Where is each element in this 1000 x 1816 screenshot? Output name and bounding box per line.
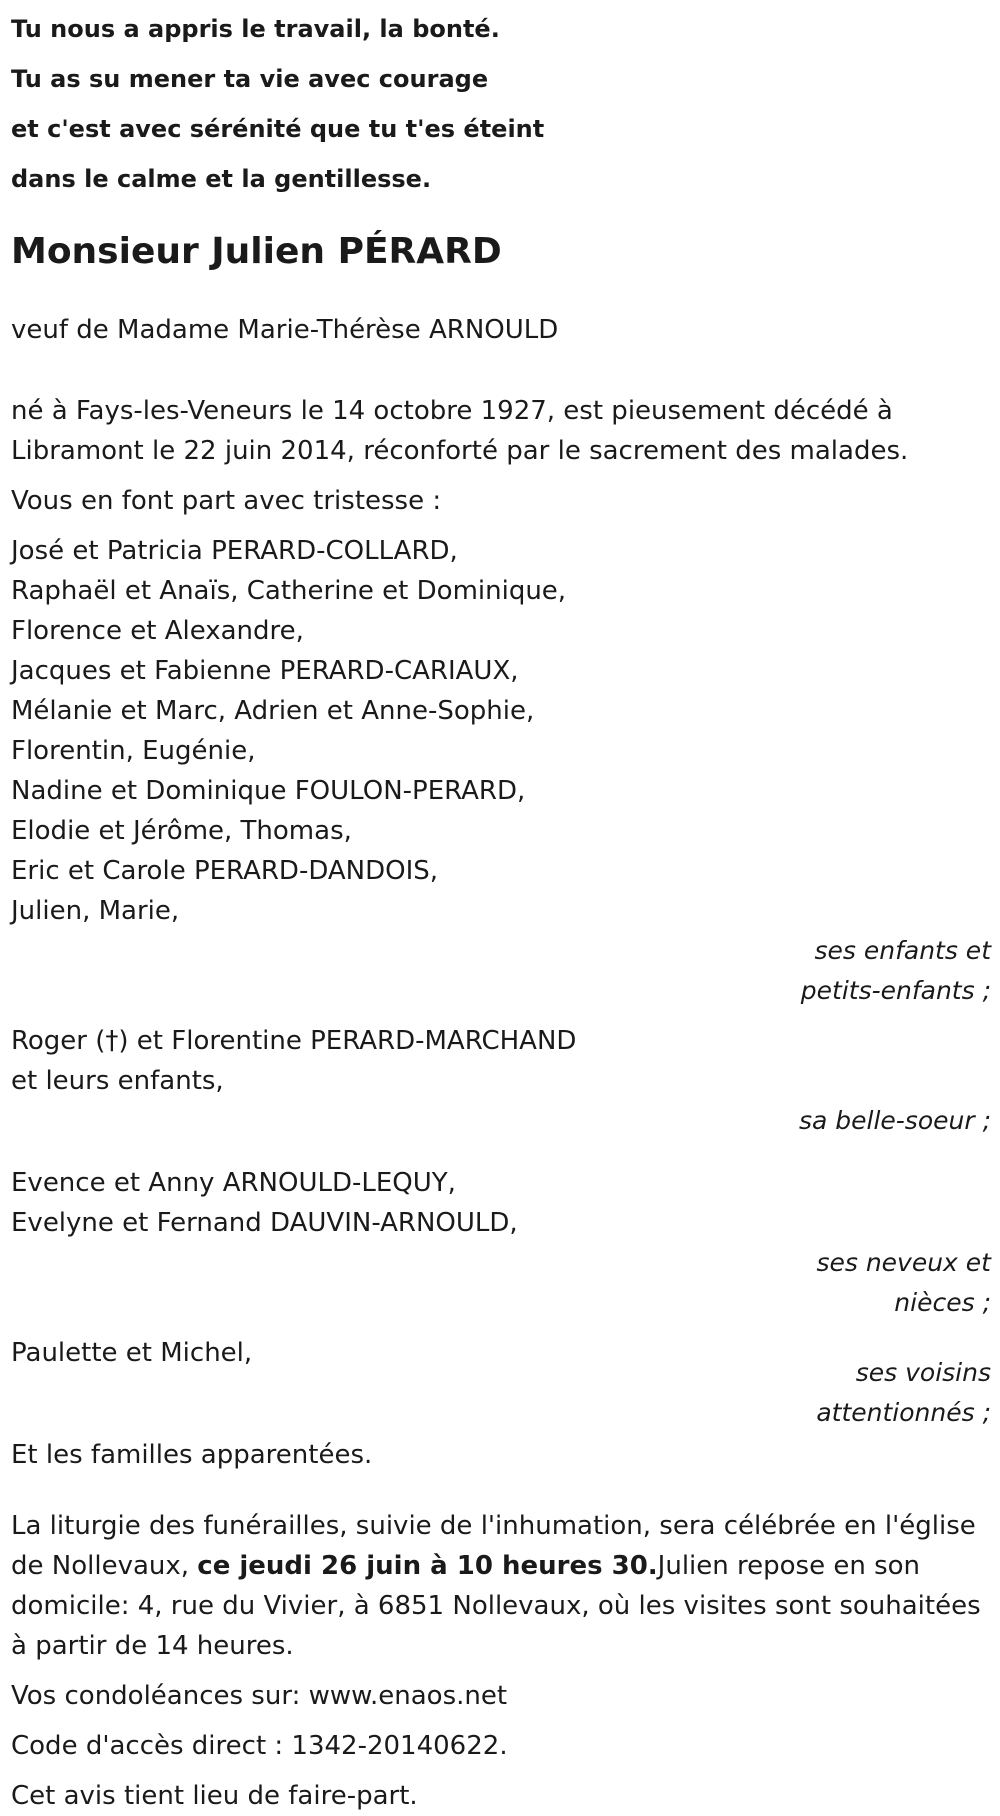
family-line: Evence et Anny ARNOULD-LEQUY, bbox=[11, 1168, 456, 1198]
announcement: Vous en font part avec tristesse : bbox=[11, 486, 442, 516]
family-line: Nadine et Dominique FOULON-PERARD, bbox=[11, 776, 526, 806]
family-line: Elodie et Jérôme, Thomas, bbox=[11, 816, 352, 846]
neighbours-group bbox=[11, 1333, 991, 1433]
sister-in-law-group bbox=[11, 1021, 991, 1141]
poem-line: dans le calme et la gentillesse. bbox=[11, 165, 432, 193]
funeral-text: Julien repose en son bbox=[657, 1551, 921, 1581]
relationship-label: ses voisins bbox=[855, 1358, 991, 1387]
nephews-group bbox=[11, 1163, 991, 1323]
funeral-date: ce jeudi 26 juin à 10 heures 30. bbox=[197, 1551, 658, 1581]
family-line: Raphaël et Anaïs, Catherine et Dominique, bbox=[11, 576, 567, 606]
family-line: Florence et Alexandre, bbox=[11, 616, 304, 646]
family-line: Evelyne et Fernand DAUVIN-ARNOULD, bbox=[11, 1208, 518, 1238]
families-line: Et les familles apparentées. bbox=[11, 1440, 373, 1470]
widower-line: veuf de Madame Marie-Thérèse ARNOULD bbox=[11, 315, 559, 345]
obituary-notice bbox=[11, 0, 991, 1816]
relationship-label: ses enfants et bbox=[814, 936, 991, 965]
relationship-label: ses neveux et bbox=[816, 1248, 991, 1277]
funeral-line: domicile: 4, rue du Vivier, à 6851 Nollevaux, où les visites sont souhaitées bbox=[11, 1591, 981, 1621]
funeral-line: à partir de 14 heures. bbox=[11, 1631, 294, 1661]
birth-death-paragraph bbox=[11, 391, 991, 471]
poem-line: et c'est avec sérénité que tu t'es éteint bbox=[11, 115, 545, 143]
family-line: Jacques et Fabienne PERARD-CARIAUX, bbox=[11, 656, 519, 686]
relationship-label: nièces ; bbox=[894, 1288, 991, 1317]
family-line: Julien, Marie, bbox=[11, 896, 180, 926]
birth-death-line: Libramont le 22 juin 2014, réconforté par le sacrement des malades. bbox=[11, 436, 909, 466]
access-code-line: Code d'accès direct : 1342-20140622. bbox=[11, 1731, 508, 1761]
poem bbox=[11, 4, 991, 204]
funeral-line: La liturgie des funérailles, suivie de l'inhumation, sera célébrée en l'église bbox=[11, 1511, 976, 1541]
family-line: Mélanie et Marc, Adrien et Anne-Sophie, bbox=[11, 696, 535, 726]
birth-death-line: né à Fays-les-Veneurs le 14 octobre 1927, est pieusement décédé à bbox=[11, 396, 893, 426]
deceased-name: Monsieur Julien PÉRARD bbox=[11, 231, 502, 272]
funeral-paragraph bbox=[11, 1506, 991, 1666]
funeral-line bbox=[11, 1546, 991, 1586]
family-line: Paulette et Michel, bbox=[11, 1338, 253, 1368]
family-line: Eric et Carole PERARD-DANDOIS, bbox=[11, 856, 439, 886]
relationship-label: attentionnés ; bbox=[816, 1398, 991, 1427]
family-line: et leurs enfants, bbox=[11, 1066, 224, 1096]
relationship-label: sa belle-soeur ; bbox=[798, 1106, 991, 1135]
poem-line: Tu nous a appris le travail, la bonté. bbox=[11, 15, 500, 43]
funeral-text: de Nollevaux, bbox=[11, 1551, 198, 1581]
family-line: Roger (†) et Florentine PERARD-MARCHAND bbox=[11, 1026, 577, 1056]
notice-line: Cet avis tient lieu de faire-part. bbox=[11, 1781, 418, 1811]
family-line: Florentin, Eugénie, bbox=[11, 736, 256, 766]
relationship-label: petits-enfants ; bbox=[800, 976, 991, 1005]
condolences-line: Vos condoléances sur: www.enaos.net bbox=[11, 1681, 508, 1711]
family-line: José et Patricia PERARD-COLLARD, bbox=[11, 536, 458, 566]
poem-line: Tu as su mener ta vie avec courage bbox=[11, 65, 489, 93]
children-group bbox=[11, 531, 991, 1011]
